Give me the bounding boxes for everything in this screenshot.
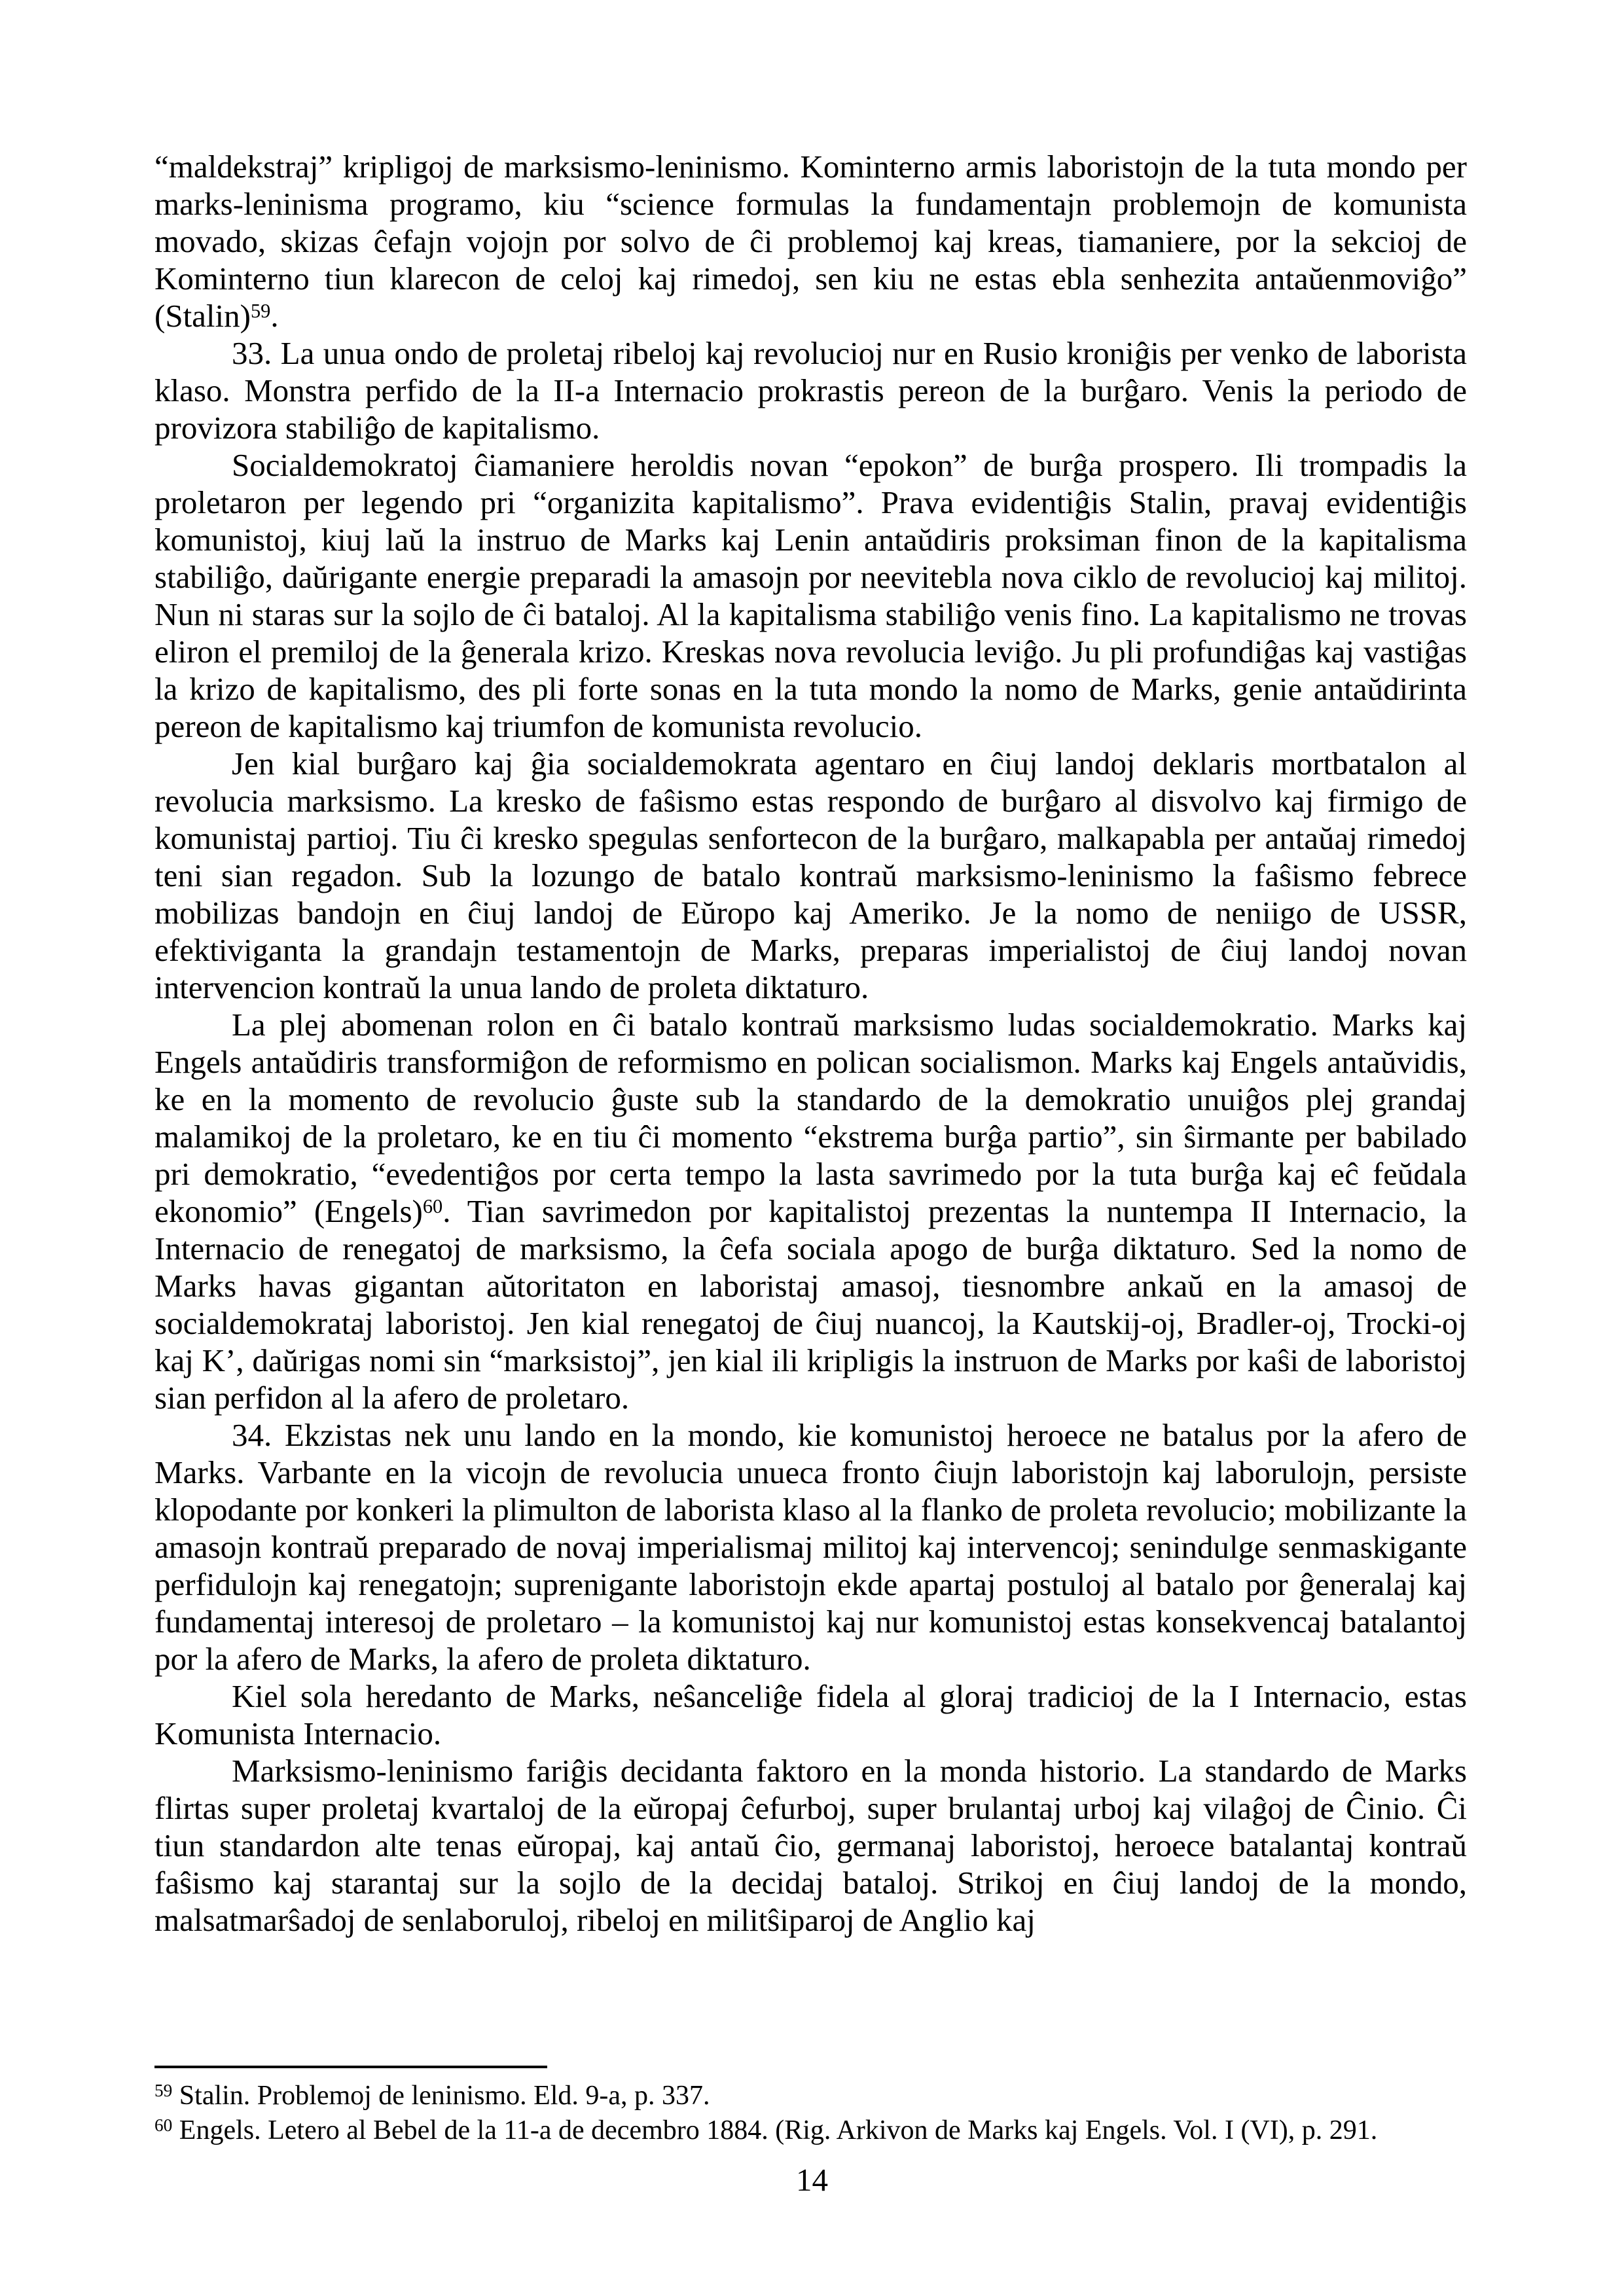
footnote-reference: 59	[250, 300, 271, 323]
footnote-number: 60	[154, 2115, 173, 2135]
footnotes	[154, 2079, 1467, 2148]
paragraph: Marksismo-leninismo fariĝis decidanta faktoro en la monda historio. La standardo de Marks flirtas super proletaj kvartaloj de la eŭropaj ĉefurboj, super brulantaj urboj kaj vilaĝoj de Ĉinio. Ĉi tiun standardon alte tenas eŭropaj, kaj antaŭ ĉio, germanaj laboristoj, heroece batalantaj kontraŭ faŝismo kaj starantaj sur la sojlo de la decidaj bataloj. Strikoj en ĉiuj landoj de la mondo, malsatmarŝadoj de senlaboruloj, ribeloj en militŝiparoj de Anglio kaj	[154, 1753, 1467, 1938]
paragraph: Socialdemokratoj ĉiamaniere heroldis novan “epokon” de burĝa prospero. Ili trompadis la proletaron per legendo pri “organizita kapitalismo”. Prava evidentiĝis Stalin, pravaj evidentiĝis komunistoj, kiuj laŭ la instruo de Marks kaj Lenin antaŭdiris proksiman finon de la kapitalisma stabiliĝo, daŭrigante energie preparadi la amasojn por neevitebla nova ciklo de revolucioj kaj militoj. Nun ni staras sur la sojlo de ĉi bataloj. Al la kapitalisma stabiliĝo venis fino. La kapitalismo ne trovas eliron el premiloj de la ĝenerala krizo. Kreskas nova revolucia leviĝo. Ju pli profundiĝas kaj vastiĝas la krizo de kapitalismo, des pli forte sonas en la tuta mondo la nomo de Marks, genie antaŭdirinta pereon de kapitalismo kaj triumfon de komunista revolucio.	[154, 447, 1467, 744]
paragraph: La plej abomenan rolon en ĉi batalo kontraŭ marksismo ludas socialdemokratio. Marks kaj Engels antaŭdiris transformiĝon de reformismo en polican socialismon. Marks kaj Engels antaŭvidis, ke en la momento de revolucio ĝuste sub la standardo de la demokratio unuiĝos plej grandaj malamikoj de la proletaro, ke en tiu ĉi momento “ekstrema burĝa partio”, sin ŝirmante per babilado pri demokratio, “evedentiĝos por certa tempo la lasta savrimedo por la tuta burĝa kaj eĉ feŭdala ekonomio” (Engels)$^{60}$. Tian savrimedon por kapitalistoj prezentas la nuntempa II Internacio, la Internacio de renegatoj de marksismo, la ĉefa sociala apogo de burĝa diktaturo. Sed la nomo de Marks havas gigantan aŭtoritaton en laboristaj amasoj, tiesnombre ankaŭ en la amasoj de socialdemokrataj laboristoj. Jen kial renegatoj de ĉiuj nuancoj, la Kautskij-oj, Bradler-oj, Trocki-oj kaj K’, daŭrigas nomi sin “marksistoj”, jen kial ili kripligis la instruon de Marks por kaŝi de laboristoj sian perfidon al la afero de proletaro.	[154, 1007, 1467, 1416]
footnote-separator	[154, 2066, 547, 2068]
paragraph: Kiel sola heredanto de Marks, neŝanceliĝe fidela al gloraj tradicioj de la I Internacio, estas Komunista Internacio.	[154, 1678, 1467, 1751]
page-number: 14	[796, 2162, 828, 2198]
paragraph: Jen kial burĝaro kaj ĝia socialdemokrata agentaro en ĉiuj landoj deklaris mortbatalon al revolucia marksismo. La kresko de faŝismo estas respondo de burĝaro al disvolvo kaj firmigo de komunistaj partioj. Tiu ĉi kresko spegulas senfortecon de la burĝaro, malkapabla per antaŭaj rimedoj teni sian regadon. Sub la lozungo de batalo kontraŭ marksismo-leninismo la faŝismo febrece mobilizas bandojn en ĉiuj landoj de Eŭropo kaj Ameriko. Je la nomo de neniigo de USSR, efektiviganta la grandajn testamentojn de Marks, preparas imperialistoj de ĉiuj landoj novan intervencion kontraŭ la unua lando de proleta diktaturo.	[154, 745, 1467, 1005]
footnote	[154, 2113, 1467, 2148]
footnote-text: Engels. Letero al Bebel de la 11-a de decembro 1884. (Rig. Arkivon de Marks kaj Engels. Vol. I (VI), p. 291.	[172, 2115, 1378, 2145]
footnote-reference: 60	[422, 1195, 443, 1218]
paragraph: “maldekstraj” kripligoj de marksismo-leninismo. Kominterno armis laboristojn de la tuta mondo per marks-leninisma programo, kiu “science formulas la fundamentajn problemojn de komunista movado, skizas ĉefajn vojojn por solvo de ĉi problemoj kaj kreas, tiamaniere, por la sekcioj de Kominterno tiun klarecon de celoj kaj rimedoj, sen kiu ne estas ebla senhezita antaŭenmoviĝo” (Stalin)$^{59}$.	[154, 149, 1467, 334]
paragraph: 33. La unua ondo de proletaj ribeloj kaj revolucioj nur en Rusio kroniĝis per venko de laborista klaso. Monstra perfido de la II-a Internacio prokrastis pereon de la burĝaro. Venis la periodo de provizora stabiliĝo de kapitalismo.	[154, 335, 1467, 446]
footnote-text: Stalin. Problemoj de leninismo. Eld. 9-a, p. 337.	[172, 2081, 710, 2111]
footnote	[154, 2079, 1467, 2113]
body-text	[154, 148, 1467, 1939]
paragraph: 34. Ekzistas nek unu lando en la mondo, kie komunistoj heroece ne batalus por la afero de Marks. Varbante en la vicojn de revolucia unueca fronto ĉiujn laboristojn kaj laborulojn, persiste klopodante por konkeri la plimulton de laborista klaso al la flanko de proleta revolucio; mobilizante la amasojn kontraŭ preparado de novaj imperialismaj militoj kaj intervencoj; senindulge senmaskigante perfidulojn kaj renegatojn; suprenigante laboristojn ekde apartaj postuloj al batalo por ĝeneralaj kaj fundamentaj interesoj de proletaro – la komunistoj kaj nur komunistoj estas konsekvencaj batalantoj por la afero de Marks, la afero de proleta diktaturo.	[154, 1417, 1467, 1677]
footnote-number: 59	[154, 2080, 173, 2100]
